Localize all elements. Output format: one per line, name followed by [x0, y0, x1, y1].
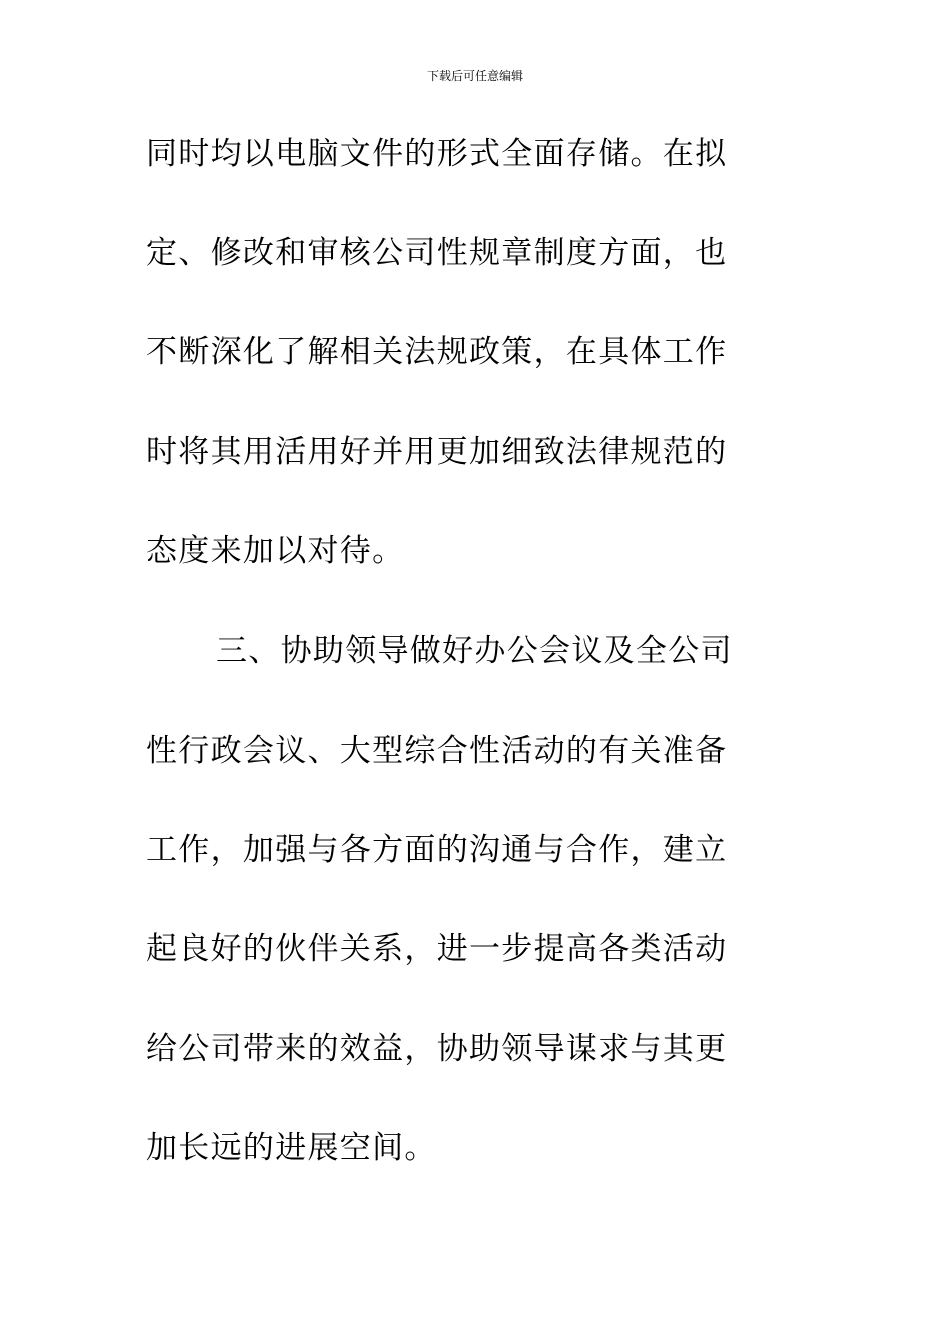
- body-line: 给公司带来的效益，协助领导谋求与其更: [146, 1031, 728, 1067]
- body-line: 加长远的进展空间。: [146, 1130, 437, 1166]
- body-line: 定、修改和审核公司性规章制度方面，也: [146, 235, 728, 271]
- header-note: 下载后可任意编辑: [426, 69, 523, 83]
- body-line: 起良好的伙伴关系，进一步提高各类活动: [146, 931, 728, 967]
- body-line: 态度来加以对待。: [146, 533, 405, 569]
- paragraph-heading-line: 三、协助领导做好办公会议及全公司: [216, 633, 733, 669]
- body-line: 性行政会议、大型综合性活动的有关准备: [146, 733, 728, 769]
- body-line: 同时均以电脑文件的形式全面存储。在拟: [146, 136, 728, 172]
- body-line: 不断深化了解相关法规政策，在具体工作: [146, 334, 728, 370]
- body-line: 工作，加强与各方面的沟通与合作，建立: [146, 832, 728, 868]
- body-line: 时将其用活用好并用更加细致法律规范的: [146, 434, 728, 470]
